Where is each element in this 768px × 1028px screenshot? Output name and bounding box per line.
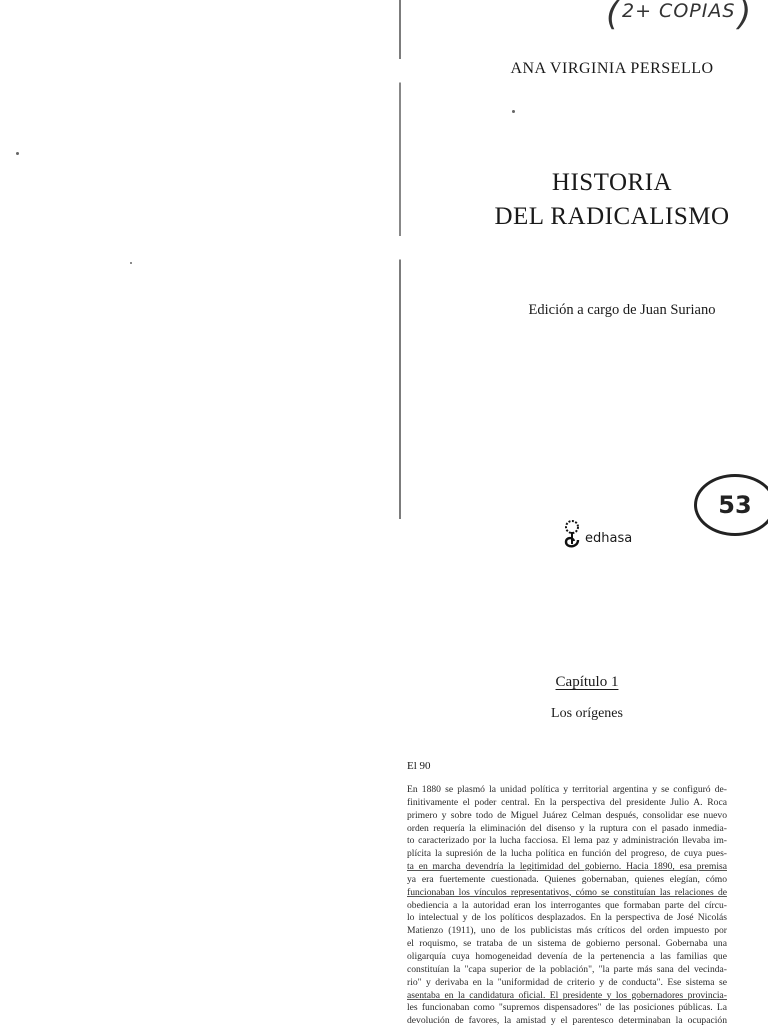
handwritten-paren: ) — [738, 0, 753, 34]
body-line: el roquismo, se trataba de un sistema de gobierno personal. Gobernaba una — [407, 938, 727, 950]
body-line: Matienzo (1911), uno de los publicistas más críticos del orden impuesto por — [407, 925, 727, 937]
publisher-name: edhasa — [585, 531, 633, 546]
chapter-title: Los orígenes — [551, 706, 623, 721]
body-line: orden requería la eliminación del disenso y la ruptura con el pasado inmedia- — [407, 822, 727, 834]
body-line: constituían la "capa superior de la población", "la parte más sana del vecinda- — [407, 963, 727, 975]
book-title-line2: DEL RADICALISMO — [494, 203, 730, 230]
book-title — [462, 166, 762, 234]
book-editor: Edición a cargo de Juan Suriano — [528, 302, 716, 318]
body-line: En 1880 se plasmó la unidad política y territorial argentina y se configuró de- — [407, 784, 727, 795]
body-line: ta en marcha devendría la legitimidad del gobierno. Hacia 1890, esa premisa — [407, 861, 727, 873]
handwritten-paren: ( — [606, 0, 621, 34]
body-line: les funcionaban como "supremos dispensadores" de las posiciones públicas. La — [407, 1002, 727, 1014]
body-line: plícita la supresión de la lucha política en función del progreso, de cuya pues- — [407, 848, 727, 860]
body-line: ya era fuertemente cuestionada. Quienes gobernaban, quienes elegían, cómo — [407, 873, 727, 885]
chapter-label: Capítulo 1 — [555, 674, 619, 690]
body-line: obediencia a la autoridad eran los interrogantes que formaban parte del círcu- — [407, 899, 727, 911]
body-line: lo intelectual y de los políticos desplazados. En la perspectiva de José Nicolás — [407, 912, 727, 924]
tree-logo-icon — [560, 520, 584, 552]
book-title-line1: HISTORIA — [551, 169, 673, 196]
page-gutter — [399, 0, 401, 590]
body-line: funcionaban los vínculos representativos, cómo se constituían las relaciones de — [407, 886, 727, 898]
scan-speck — [130, 262, 132, 264]
body-text — [407, 784, 727, 1028]
body-line: oligarquía cuya homogeneidad devenía de la pertenencia a las familias que — [407, 950, 727, 962]
body-line: finitivamente el poder central. En la perspectiva del presidente Julio A. Roca — [407, 796, 727, 808]
page-number-stamp: 53 — [694, 474, 768, 536]
publisher-logo — [560, 520, 632, 552]
book-author: ANA VIRGINIA PERSELLO — [510, 60, 714, 77]
section-title: El 90 — [407, 760, 431, 772]
handwritten-note-text: 2+ COPIAS — [622, 0, 736, 22]
scan-speck — [16, 152, 19, 155]
body-line: asentaba en la candidatura oficial. El presidente y los gobernadores provincia- — [407, 989, 727, 1001]
body-line: rio" y derivaba en la "uniformidad de criterio y de conducta". Ese sistema se — [407, 976, 727, 988]
body-line: devolución de favores, la amistad y el parentesco determinaban la ocupación — [407, 1015, 727, 1027]
body-line: to caracterizado por la lucha facciosa. El lema paz y administración llevaba im- — [407, 835, 727, 847]
body-line: primero y sobre todo de Miguel Juárez Celman después, consolidar ese nuevo — [407, 809, 727, 821]
